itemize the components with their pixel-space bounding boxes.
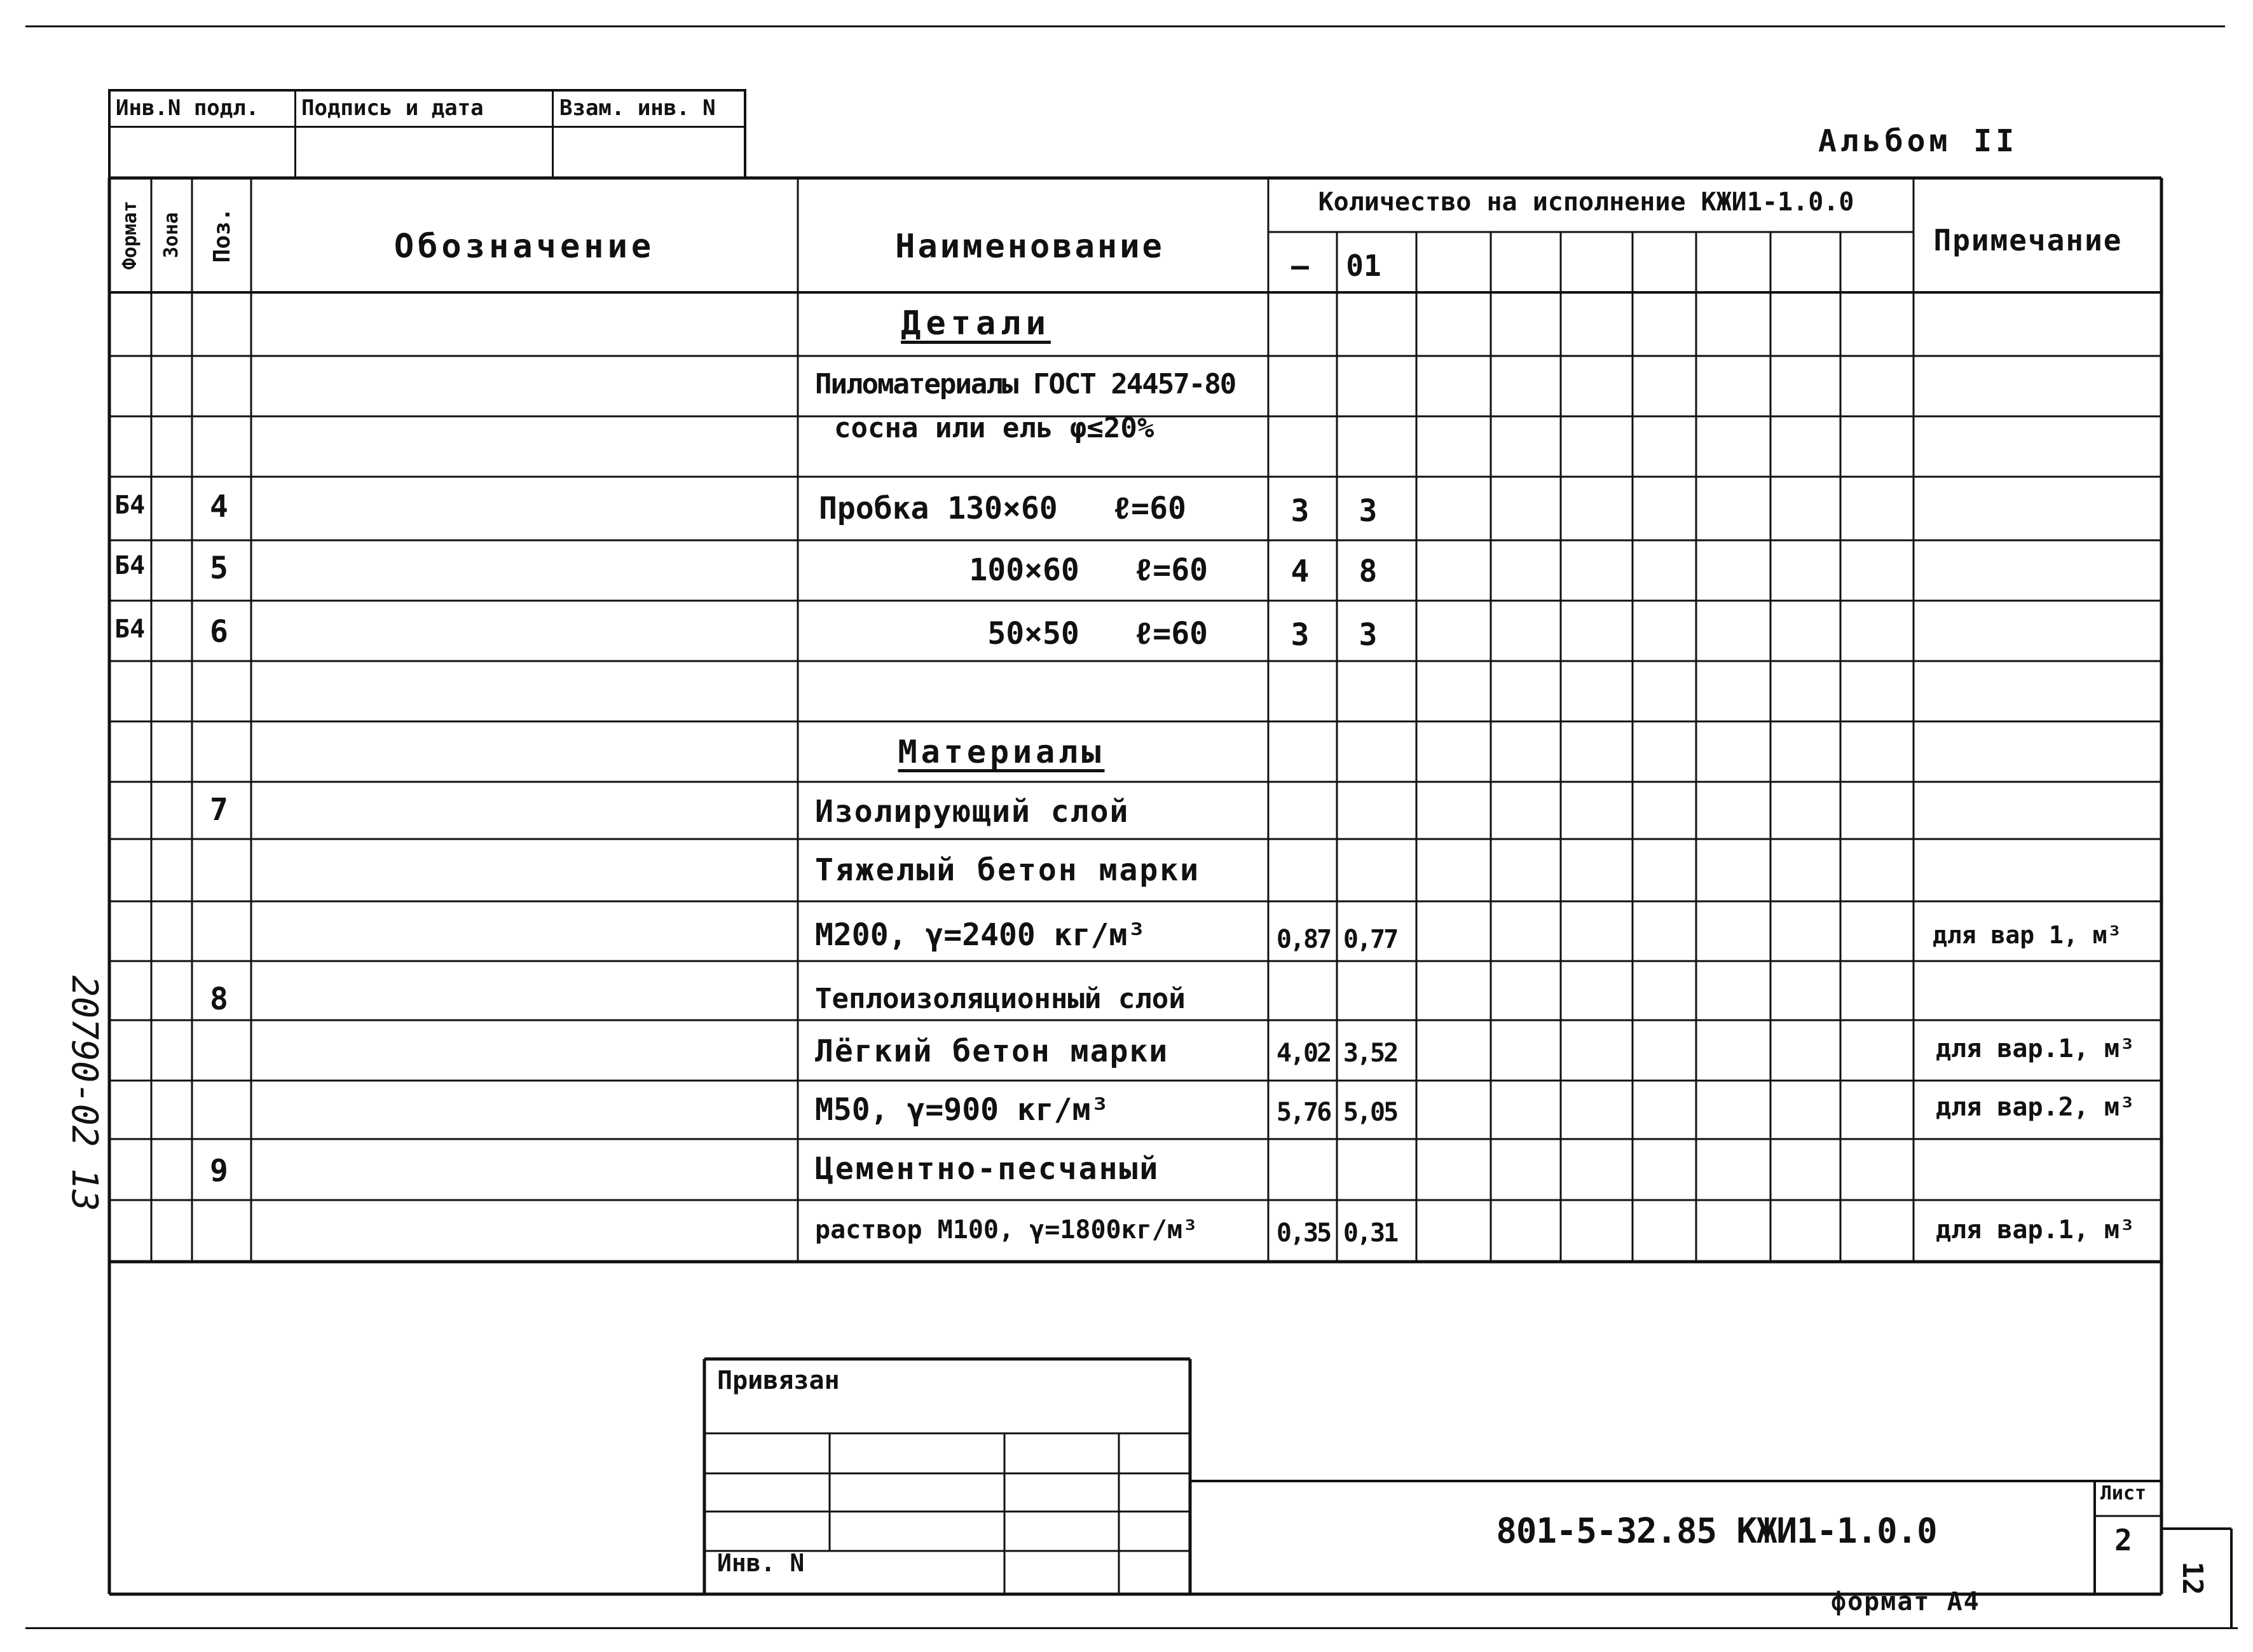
album-label: Альбом II	[1818, 123, 2018, 159]
row-qty-dash: 3	[1291, 493, 1310, 529]
row-note: для вар 1, м³	[1933, 921, 2122, 949]
row-note: для вар.1, м³	[1936, 1215, 2135, 1245]
row-qty-dash: 3	[1291, 617, 1310, 653]
row-name: Теплоизоляционный слой	[815, 983, 1186, 1015]
header-primechanie: Примечание	[1933, 223, 2123, 257]
row-qty-01: 0,31	[1343, 1219, 1397, 1248]
row-poz: 9	[210, 1153, 228, 1189]
privyazan-label: Привязан	[717, 1366, 840, 1395]
stamp-vzam-inv: Взам. инв. N	[559, 95, 716, 121]
row-qty-01: 0,77	[1343, 925, 1397, 954]
sheet-label: Лист	[2100, 1482, 2147, 1505]
section-title-details: Детали	[901, 304, 1051, 343]
row-poz: 6	[210, 614, 228, 650]
row-poz: 4	[210, 489, 228, 524]
stamp-inv-podl: Инв.N подл.	[116, 95, 259, 121]
row-name: Лёгкий бетон марки	[815, 1034, 1169, 1069]
header-format: Формат	[119, 200, 141, 270]
row-note: для вар.1, м³	[1936, 1034, 2135, 1063]
row-name: Тяжелый бетон марки	[815, 852, 1201, 888]
row-qty-01: 8	[1359, 554, 1378, 589]
row-poz: 7	[210, 792, 228, 828]
row-qty-dash: 5,76	[1276, 1098, 1331, 1127]
row-name: Цементно-песчаный	[815, 1151, 1160, 1187]
row-poz: 5	[210, 550, 228, 586]
row-poz: 8	[210, 981, 228, 1017]
inv-no-label: Инв. N	[717, 1549, 805, 1577]
row-name: М50, γ=900 кг/м³	[815, 1092, 1109, 1128]
row-qty-01: 5,05	[1343, 1098, 1397, 1127]
document-code: 801-5-32.85 КЖИ1-1.0.0	[1496, 1511, 1937, 1551]
row-note: для вар.2, м³	[1936, 1093, 2135, 1122]
row-qty-01: 3,52	[1343, 1039, 1397, 1068]
header-col-dash: —	[1291, 249, 1309, 283]
stamp-podpis-data: Подпись и дата	[301, 95, 484, 121]
row-qty-dash: 0,87	[1276, 925, 1331, 954]
header-oboznachenie: Обозначение	[394, 228, 655, 266]
page-number: 12	[2176, 1561, 2208, 1595]
side-code: 20790-02 13	[64, 975, 105, 1212]
section-title-materials: Материалы	[898, 734, 1105, 770]
row-name: сосна или ель φ≤20%	[834, 412, 1154, 444]
header-zona: Зона	[160, 212, 182, 259]
row-format: Б4	[114, 551, 146, 580]
row-qty-dash: 4	[1291, 554, 1310, 589]
row-qty-01: 3	[1359, 617, 1378, 653]
row-name: Пробка 130×60 ℓ=60	[819, 491, 1186, 526]
row-name: 100×60 ℓ=60	[969, 552, 1208, 588]
format-label: формат А4	[1831, 1587, 1980, 1616]
row-qty-01: 3	[1359, 493, 1378, 529]
row-format: Б4	[114, 615, 146, 644]
row-name: 50×50 ℓ=60	[987, 616, 1208, 652]
header-naimenovanie: Наименование	[895, 228, 1165, 266]
row-name: раствор М100, γ=1800кг/м³	[815, 1215, 1198, 1245]
header-col-01: 01	[1346, 249, 1381, 283]
sheet-number: 2	[2114, 1523, 2132, 1557]
header-poz: Поз.	[209, 207, 235, 263]
row-name: М200, γ=2400 кг/м³	[815, 917, 1146, 953]
row-name: Пиломатериалы ГОСТ 24457-80	[815, 368, 1236, 400]
row-qty-dash: 4,02	[1276, 1039, 1331, 1068]
row-qty-dash: 0,35	[1276, 1219, 1331, 1248]
row-format: Б4	[114, 491, 146, 520]
row-name: Изолирующий слой	[815, 794, 1130, 829]
header-kolichestvo: Количество на исполнение КЖИ1-1.0.0	[1318, 188, 1854, 217]
